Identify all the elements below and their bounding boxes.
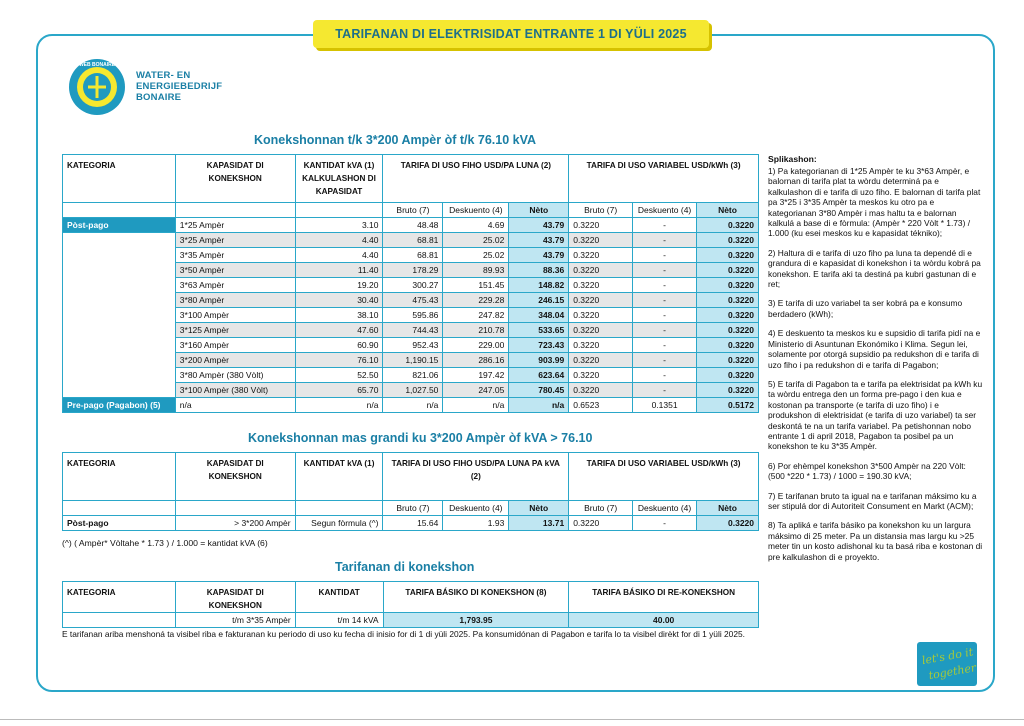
row2-vneto: 0.3220 <box>697 516 759 531</box>
cell-vneto: 0.3220 <box>697 278 759 293</box>
cell-desk: 229.00 <box>443 338 509 353</box>
cell-vdesk: - <box>633 293 697 308</box>
subcol-neto: Nèto <box>509 203 569 218</box>
cell-kva: 65.70 <box>295 383 383 398</box>
row2-neto: 13.71 <box>509 516 569 531</box>
subcol2-vbruto: Bruto (7) <box>569 501 633 516</box>
cell-kva: 60.90 <box>295 338 383 353</box>
explanation-heading: Splikashon: <box>768 154 817 164</box>
col3-kantidat: KANTIDAT <box>295 582 383 613</box>
table-row <box>63 218 759 233</box>
cell-kap: 3*100 Ampèr <box>175 308 295 323</box>
cell-kva: 52.50 <box>295 368 383 383</box>
row-label-empty <box>63 338 176 353</box>
subcol2-vneto: Nèto <box>697 501 759 516</box>
cell-neto: 43.79 <box>509 233 569 248</box>
cell-vbruto: 0.3220 <box>569 383 633 398</box>
cell-vneto: 0.3220 <box>697 233 759 248</box>
cell-neto: 623.64 <box>509 368 569 383</box>
table-row <box>63 278 759 293</box>
cell-kva: 47.60 <box>295 323 383 338</box>
cell-vneto: 0.3220 <box>697 293 759 308</box>
explanation-item: 5) E tarifa di Pagabon ta e tarifa pa elektrisidat pa kWh ku ta wòrdu entrega den un forma pre-pago i den kua e kostonan pa transporte (e tarifa di uzo fiho) i e produkshon di elektrisidat (e tarifa di uzo variabel) ta ser deskontá te na un tarifa variabel. Pa petishonnan nobo entrante 1 di april 2018, Pagabon ta posibel pa un konekshon te ku 3*35 Ampèr. <box>768 378 983 452</box>
cell-kva: 4.40 <box>295 233 383 248</box>
cell-neto: 348.04 <box>509 308 569 323</box>
row2-bruto: 15.64 <box>383 516 443 531</box>
cell-neto: 88.36 <box>509 263 569 278</box>
row-label-empty <box>63 368 176 383</box>
table-row <box>63 368 759 383</box>
cell-kap: 3*160 Ampèr <box>175 338 295 353</box>
col3-basiko: TARIFA BÁSIKO DI KONEKSHON (8) <box>383 582 569 613</box>
cell-kap: 3*125 Ampèr <box>175 323 295 338</box>
cell-neto: 246.15 <box>509 293 569 308</box>
cell-bruto: 178.29 <box>383 263 443 278</box>
table-row <box>63 233 759 248</box>
explanation-item: 3) E tarifa di uzo variabel ta ser kobrá pa e konsumo berdadero (kWh); <box>768 298 963 319</box>
cell-neto: 723.43 <box>509 338 569 353</box>
col2-kantidat: KANTIDAT kVA (1) <box>295 453 383 501</box>
subcol2-vdeskuento: Deskuento (4) <box>633 501 697 516</box>
cell-desk: 25.02 <box>443 233 509 248</box>
prepago-label: Pre-pago (Pagabon) (5) <box>63 398 176 413</box>
cell-kva: 76.10 <box>295 353 383 368</box>
cell-vbruto: 0.3220 <box>569 308 633 323</box>
cell-desk: 210.78 <box>443 323 509 338</box>
table-row <box>63 338 759 353</box>
cell-vneto: 0.3220 <box>697 263 759 278</box>
col-tarifa-variabel: TARIFA DI USO VARIABEL USD/kWh (3) <box>569 155 759 203</box>
cell-desk: 247.82 <box>443 308 509 323</box>
row-label-empty <box>63 233 176 248</box>
prepago-neto: n/a <box>509 398 569 413</box>
cell-bruto: 68.81 <box>383 248 443 263</box>
cell-vneto: 0.3220 <box>697 368 759 383</box>
row2-vbruto: 0.3220 <box>569 516 633 531</box>
cell-bruto: 595.86 <box>383 308 443 323</box>
cell-vbruto: 0.3220 <box>569 218 633 233</box>
cell-kap: 3*50 Ampèr <box>175 263 295 278</box>
cell-vdesk: - <box>633 338 697 353</box>
cell-kap: 3*200 Ampèr <box>175 353 295 368</box>
section2-title: Konekshonnan mas grandi ku 3*200 Ampèr òf kVA > 76.10 <box>248 431 593 445</box>
cell-neto: 533.65 <box>509 323 569 338</box>
section1-title: Konekshonnan t/k 3*200 Ampèr òf t/k 76.10 kVA <box>254 133 537 147</box>
explanation-item: 6) Por ehèmpel konekshon 3*500 Ampèr na 220 Vòlt: (500 *220 * 1.73) / 1000 = 190.30 kVA; <box>768 460 966 482</box>
prepago-kap: n/a <box>175 398 295 413</box>
cell-bruto: 1,190.15 <box>383 353 443 368</box>
cell-vdesk: - <box>633 278 697 293</box>
subcol2-bruto: Bruto (7) <box>383 501 443 516</box>
cell-vdesk: - <box>633 248 697 263</box>
cell-bruto: 48.48 <box>383 218 443 233</box>
explanation-item: 7) E tarifanan bruto ta igual na e tarifanan máksimo ku a ser stipulá dor di Autoriteit Consument en Markt (ACM); <box>768 490 977 511</box>
row-label-empty <box>63 248 176 263</box>
cell-vbruto: 0.3220 <box>569 248 633 263</box>
cell-vbruto: 0.3220 <box>569 263 633 278</box>
cell-vdesk: - <box>633 353 697 368</box>
page-divider <box>0 719 1024 720</box>
cell-kva: 38.10 <box>295 308 383 323</box>
explanation-item: 8) Ta apliká e tarifa básiko pa konekshon ku un largura máksimo di 25 meter. Pa un distansia mas largu ku >25 meter tin un kosto adishonal ku ta basá riba e kostonan di pre kalkulashon di e proyekto. <box>768 520 983 562</box>
cell-vneto: 0.3220 <box>697 323 759 338</box>
col2-kapasidat: KAPASIDAT DI KONEKSHON <box>175 453 295 501</box>
table-row <box>63 293 759 308</box>
cell-kva: 11.40 <box>295 263 383 278</box>
cell-neto: 43.79 <box>509 218 569 233</box>
cell-neto: 780.45 <box>509 383 569 398</box>
cell-vbruto: 0.3220 <box>569 293 633 308</box>
row3-kant: t/m 14 kVA <box>295 613 383 628</box>
cell-kap: 3*80 Ampèr (380 Vòlt) <box>175 368 295 383</box>
cell-neto: 43.79 <box>509 248 569 263</box>
cell-vbruto: 0.3220 <box>569 353 633 368</box>
cell-vdesk: - <box>633 323 697 338</box>
prepago-vbruto: 0.6523 <box>569 398 633 413</box>
cell-kva: 3.10 <box>295 218 383 233</box>
slogan-badge-icon <box>917 642 977 686</box>
row3-basiko: 1,793.95 <box>383 613 569 628</box>
connection-fee-table <box>62 581 759 628</box>
table-row <box>63 383 759 398</box>
cell-desk: 25.02 <box>443 248 509 263</box>
explanation-list <box>768 166 984 571</box>
cell-vneto: 0.3220 <box>697 338 759 353</box>
cell-bruto: 744.43 <box>383 323 443 338</box>
cell-desk: 4.69 <box>443 218 509 233</box>
table-row <box>63 353 759 368</box>
row2-label: Pòst-pago <box>63 516 176 531</box>
cell-kap: 3*25 Ampèr <box>175 233 295 248</box>
cell-kva: 30.40 <box>295 293 383 308</box>
prepago-vneto: 0.5172 <box>697 398 759 413</box>
table-row <box>63 308 759 323</box>
row-label-empty <box>63 308 176 323</box>
slogan-line1: let's do it <box>920 645 975 668</box>
col3-kapasidat: KAPASIDAT DI KONEKSHON <box>175 582 295 613</box>
row-label-empty <box>63 383 176 398</box>
web-logo-icon <box>68 58 126 116</box>
cell-bruto: 475.43 <box>383 293 443 308</box>
cell-desk: 151.45 <box>443 278 509 293</box>
col3-kategoria: KATEGORIA <box>63 582 176 613</box>
cell-bruto: 68.81 <box>383 233 443 248</box>
cell-vneto: 0.3220 <box>697 353 759 368</box>
cell-kap: 3*63 Ampèr <box>175 278 295 293</box>
slogan-line2: together <box>927 661 977 683</box>
subcol2-neto: Nèto <box>509 501 569 516</box>
explanation-item: 1) Pa kategorianan di 1*25 Ampèr te ku 3*63 Ampèr, e balornan di tarifa plat ta wòrdu determiná pa e kalkulashon di e tarifa di uzo fiho. E balornan di tarifa plat pa 3*25 i 3*35 Ampèr ta meskos ku otro pa e kategorianan 3*80 Ampèr i mas haltu ta e balornan kalkulá a base di e fòrmula: (Ampèr * 220 Vòlt * 1.73) / 1.000 (ku esei meskos ku e kapasidat tékniko); <box>768 166 981 239</box>
subcol-vneto: Nèto <box>697 203 759 218</box>
col3-rekonekshon: TARIFA BÁSIKO DI RE-KONEKSHON <box>569 582 759 613</box>
tariff-table-large <box>62 452 759 531</box>
row3-kap: t/m 3*35 Ampèr <box>175 613 295 628</box>
cell-bruto: 821.06 <box>383 368 443 383</box>
company-name <box>136 70 222 103</box>
kva-formula-note: (^) ( Ampèr* Vòltahe * 1.73 ) / 1.000 = kantidat kVA (6) <box>62 538 268 548</box>
row-label-empty <box>63 293 176 308</box>
subcol-vdeskuento: Deskuento (4) <box>633 203 697 218</box>
company-name-line3: BONAIRE <box>136 92 182 103</box>
cell-bruto: 300.27 <box>383 278 443 293</box>
row-label-empty <box>63 353 176 368</box>
col-tarifa-fiho: TARIFA DI USO FIHO USD/PA LUNA (2) <box>383 155 569 203</box>
cell-vdesk: - <box>633 368 697 383</box>
cell-kap: 1*25 Ampèr <box>175 218 295 233</box>
row2-desk: 1.93 <box>443 516 509 531</box>
cell-vneto: 0.3220 <box>697 308 759 323</box>
col2-tarifa-fiho: TARIFA DI USO FIHO USD/PA LUNA PA kVA (2) <box>383 453 569 501</box>
subcol-bruto: Bruto (7) <box>383 203 443 218</box>
cell-vbruto: 0.3220 <box>569 278 633 293</box>
prepago-desk: n/a <box>443 398 509 413</box>
cell-vneto: 0.3220 <box>697 218 759 233</box>
col-kapasidat: KAPASIDAT DI KONEKSHON <box>175 155 295 203</box>
col-kategoria: KATEGORIA <box>63 155 176 203</box>
cell-bruto: 952.43 <box>383 338 443 353</box>
section3-title: Tarifanan di konekshon <box>335 560 475 574</box>
cell-vdesk: - <box>633 218 697 233</box>
company-name-line1: WATER- EN <box>136 70 191 81</box>
subcol-vbruto: Bruto (7) <box>569 203 633 218</box>
table-row <box>63 516 759 531</box>
table-row <box>63 248 759 263</box>
cell-desk: 89.93 <box>443 263 509 278</box>
subcol-deskuento: Deskuento (4) <box>443 203 509 218</box>
footer-note: E tarifanan ariba menshoná ta visibel riba e fakturanan ku periodo di uso ku fecha di inisio for di 1 di yüli 2025. Pa konsumidónan di Pagabon e tarifa lo ta visibel dirèkt for di 1 yüli 2025. <box>62 629 745 639</box>
cell-desk: 286.16 <box>443 353 509 368</box>
row2-vdesk: - <box>633 516 697 531</box>
row-label-empty <box>63 323 176 338</box>
page-banner: TARIFANAN DI ELEKTRISIDAT ENTRANTE 1 DI YÜLI 2025 <box>313 20 709 48</box>
cell-bruto: 1,027.50 <box>383 383 443 398</box>
cell-kva: 4.40 <box>295 248 383 263</box>
prepago-vdesk: 0.1351 <box>633 398 697 413</box>
cell-desk: 247.05 <box>443 383 509 398</box>
cell-neto: 903.99 <box>509 353 569 368</box>
row-label-empty <box>63 263 176 278</box>
cell-vbruto: 0.3220 <box>569 368 633 383</box>
col2-kategoria: KATEGORIA <box>63 453 176 501</box>
cell-vneto: 0.3220 <box>697 248 759 263</box>
cell-kap: 3*80 Ampèr <box>175 293 295 308</box>
cell-vdesk: - <box>633 308 697 323</box>
explanation-item: 2) Haltura di e tarifa di uzo fiho pa luna ta dependé di e grandura di e kapasidat di konekshon i ta wòrdu kobrá pa konekshon. E tarifa aki ta destiná pa kubri gastunan di e ret; <box>768 247 981 290</box>
prepago-bruto: n/a <box>383 398 443 413</box>
row3-re: 40.00 <box>569 613 759 628</box>
cell-kap: 3*35 Ampèr <box>175 248 295 263</box>
cell-neto: 148.82 <box>509 278 569 293</box>
cell-kva: 19.20 <box>295 278 383 293</box>
table-row <box>63 613 759 628</box>
cell-desk: 229.28 <box>443 293 509 308</box>
table-row <box>63 323 759 338</box>
row2-kva: Segun fòrmula (^) <box>295 516 383 531</box>
subcol2-deskuento: Deskuento (4) <box>443 501 509 516</box>
cell-vdesk: - <box>633 263 697 278</box>
cell-vdesk: - <box>633 383 697 398</box>
prepago-kva: n/a <box>295 398 383 413</box>
cell-desk: 197.42 <box>443 368 509 383</box>
cell-vbruto: 0.3220 <box>569 338 633 353</box>
cell-vneto: 0.3220 <box>697 383 759 398</box>
row2-kap: > 3*200 Ampèr <box>175 516 295 531</box>
postpago-label: Pòst-pago <box>63 218 176 233</box>
col-kantidat: KANTIDAT kVA (1) KALKULASHON DI KAPASIDAT <box>295 155 383 203</box>
table-row <box>63 263 759 278</box>
cell-vbruto: 0.3220 <box>569 323 633 338</box>
tariff-table-small <box>62 154 759 413</box>
explanation-item: 4) E deskuento ta meskos ku e supsidio di tarifa pidí na e Ministerio di Asuntunan Ekonómiko i Klima. Segun lei, solamente por otorgá supsidio pa redukshon di e tarifa di uzo fiho i pa redukshon di e tarifa di Pagabon; <box>768 328 981 370</box>
prepago-row <box>63 398 759 413</box>
col2-tarifa-variabel: TARIFA DI USO VARIABEL USD/kWh (3) <box>569 453 759 501</box>
cell-vdesk: - <box>633 233 697 248</box>
logo-ring-text: WEB BONAIRE <box>78 62 116 68</box>
company-name-line2: ENERGIEBEDRIJF <box>136 81 223 92</box>
cell-vbruto: 0.3220 <box>569 233 633 248</box>
cell-kap: 3*100 Ampèr (380 Vòlt) <box>175 383 295 398</box>
row-label-empty <box>63 278 176 293</box>
